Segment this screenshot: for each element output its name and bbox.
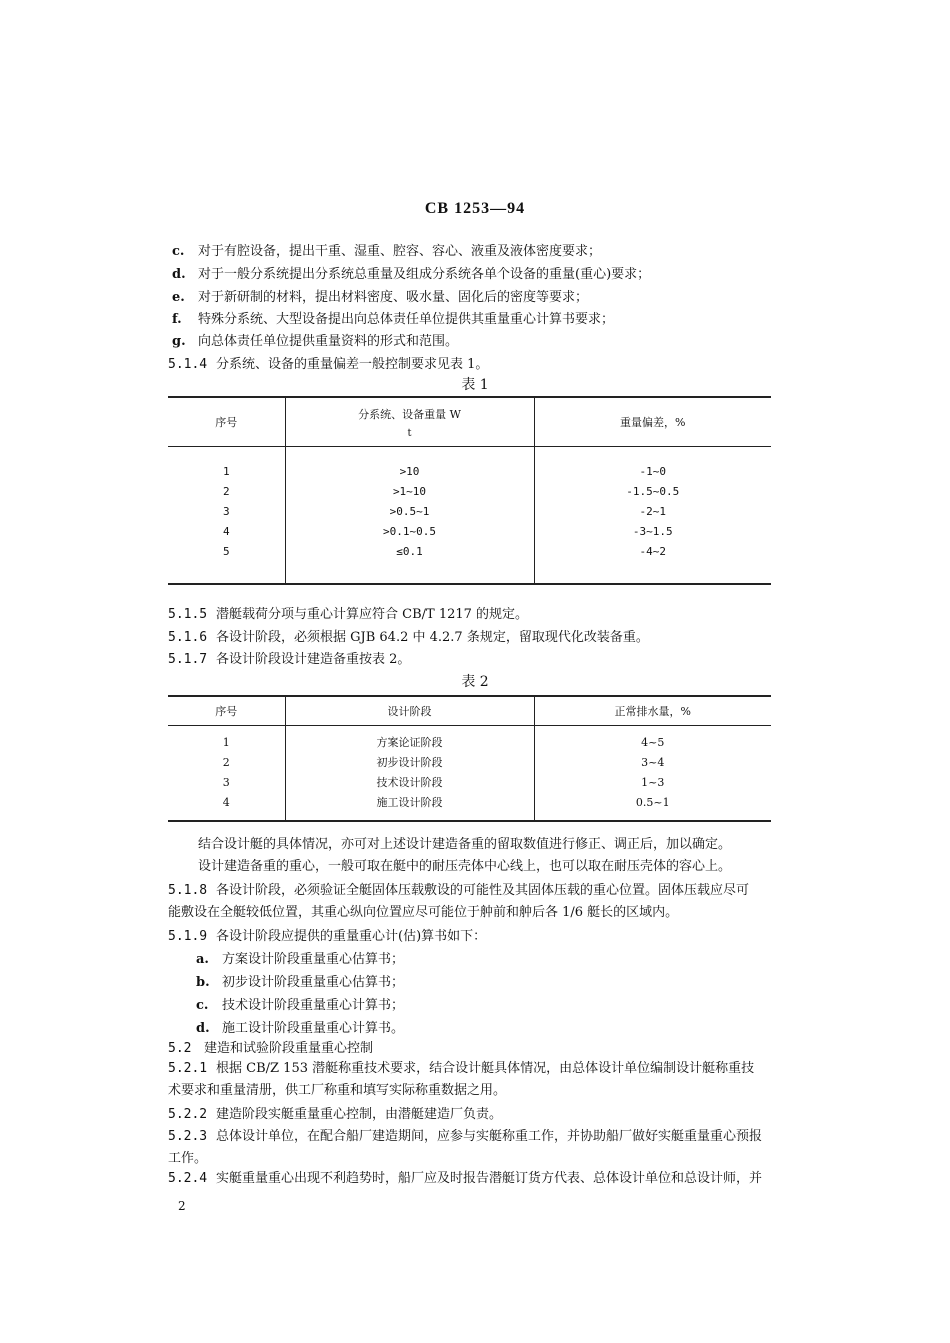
list-item: g. 向总体责任单位提供重量资料的形式和范围。	[172, 334, 459, 349]
list-item: b. 初步设计阶段重量重心估算书；	[196, 975, 405, 990]
table1-header-deviation: 重量偏差，%	[534, 397, 771, 447]
section-5-2-2: 5.2.2 建造阶段实艇重量重心控制，由潜艇建造厂负责。	[168, 1107, 503, 1122]
section-5-1-4: 5.1.4 分系统、设备的重量偏差一般控制要求见表 1。	[168, 357, 489, 372]
table-row: 3 技术设计阶段 1~3	[168, 772, 771, 792]
section-5-1-8: 5.1.8 各设计阶段，必须验证全艇固体压载敷设的可能性及其固体压载的重心位置。固体压载应尽可 能敷设在全艇较低位置，其重心纵向位置应尽可能位于舯前和舯后各 1/6 艇长的区域内。	[168, 883, 750, 920]
table1	[168, 396, 771, 585]
standard-header: CB 1253—94	[424, 200, 526, 217]
table-row: 2 >1~10 -1.5~0.5	[168, 481, 771, 501]
table-row: 1 >10 -1~0	[168, 461, 771, 481]
table-row: 4 施工设计阶段 0.5~1	[168, 792, 771, 812]
table2	[168, 695, 771, 822]
section-5-1-7: 5.1.7 各设计阶段设计建造备重按表 2。	[168, 652, 411, 667]
table-row: 3 >0.5~1 -2~1	[168, 501, 771, 521]
list-item: d. 施工设计阶段重量重心计算书。	[196, 1021, 405, 1036]
page-number: 2	[178, 1199, 186, 1213]
table2-header-index: 序号	[168, 696, 285, 726]
section-5-2-4: 5.2.4 实艇重量重心出现不利趋势时，船厂应及时报告潜艇订货方代表、总体设计单位和总设计师，并	[168, 1171, 763, 1186]
section-5-1-9: 5.1.9 各设计阶段应提供的重量重心计(估)算书如下：	[168, 929, 487, 944]
table-row: 5 ≤0.1 -4~2	[168, 541, 771, 561]
table-row: 1 方案论证阶段 4~5	[168, 732, 771, 752]
table2-header-displacement: 正常排水量，%	[534, 696, 771, 726]
table2-caption: 表 2	[461, 674, 489, 690]
section-5-2-1: 5.2.1 根据 CB/Z 153 潜艇称重技术要求，结合设计艇具体情况，由总体设计单位编制设计艇称重技 术要求和重量清册，供工厂称重和填写实际称重数据之用。	[168, 1061, 755, 1098]
list-item: e. 对于新研制的材料，提出材料密度、吸水量、固化后的密度等要求；	[172, 290, 589, 305]
list-item: c. 技术设计阶段重量重心计算书；	[196, 998, 405, 1013]
paragraph: 结合设计艇的具体情况，亦可对上述设计建造备重的留取数值进行修正、调正后，加以确定。 设计建造备重的重心，一般可取在艇中的耐压壳体中心线上，也可以取在耐压壳体的容心上。	[198, 837, 732, 874]
table1-header-weight: 分系统、设备重量 W t	[285, 397, 534, 447]
section-5-2-3: 5.2.3 总体设计单位，在配合船厂建造期间，应参与实艇称重工作，并协助船厂做好实艇重量重心预报 工作。	[168, 1129, 763, 1166]
table-row: 2 初步设计阶段 3~4	[168, 752, 771, 772]
section-5-1-5: 5.1.5 潜艇载荷分项与重心计算应符合 CB/T 1217 的规定。	[168, 607, 529, 622]
table-row: 4 >0.1~0.5 -3~1.5	[168, 521, 771, 541]
list-item: a. 方案设计阶段重量重心估算书；	[196, 952, 405, 967]
table1-caption: 表 1	[461, 377, 489, 393]
list-item: f. 特殊分系统、大型设备提出向总体责任单位提供其重量重心计算书要求；	[172, 312, 615, 327]
table2-header-stage: 设计阶段	[285, 696, 534, 726]
table1-header-index: 序号	[168, 397, 285, 447]
list-item: c. 对于有腔设备，提出干重、湿重、腔容、容心、液重及液体密度要求；	[172, 244, 602, 259]
list-item: d. 对于一般分系统提出分系统总重量及组成分系统各单个设备的重量(重心)要求；	[172, 267, 651, 282]
section-5-1-6: 5.1.6 各设计阶段，必须根据 GJB 64.2 中 4.2.7 条规定，留取现代化改装备重。	[168, 630, 649, 645]
section-5-2: 5.2 建造和试验阶段重量重心控制	[168, 1041, 374, 1056]
